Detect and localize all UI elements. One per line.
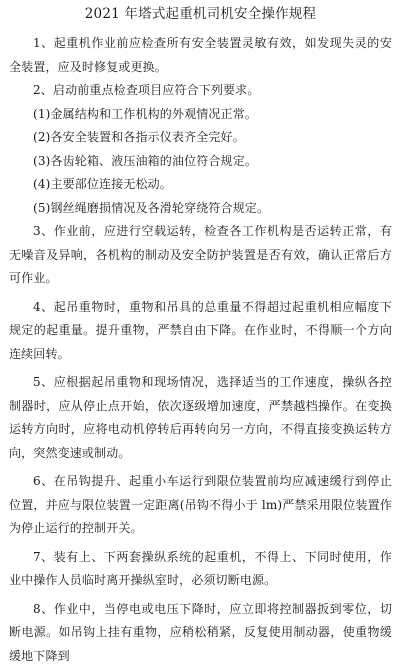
rule-paragraph-1: 1、起重机作业前应检查所有安全装置灵敏有效，如发现失灵的安全装置，应及时修复或更换。 [9,32,392,79]
rule-paragraph-3: 3、作业前，应进行空载运转，检查各工作机构是否运转正常，有无噪音及异响，各机构的制动及安全防护装置是否有效，确认正常后方可作业。 [9,220,392,291]
check-item-3: (3)各齿轮箱、液压油箱的油位符合规定。 [9,150,392,174]
rule-paragraph-7: 7、装有上、下两套操纵系统的起重机，不得上、下同时使用，作业中操作人员临时离开操纵室时，必须切断电源。 [9,546,392,593]
rule-paragraph-5: 5、应根据起吊重物和现场情况，选择适当的工作速度，操纵各控制器时，应从停止点开始，依次逐级增加速度，严禁越档操作。在变换运转方向时，应将电动机停转后再转向另一方向，不得直接变换运转方向，突然变速或制动。 [9,371,392,465]
rule-paragraph-2: 2、启动前重点检查项目应符合下列要求。 [9,79,392,103]
check-item-4: (4)主要部位连接无松动。 [9,173,392,197]
check-item-2: (2)各安全装置和各指示仪表齐全完好。 [9,126,392,150]
rule-paragraph-4: 4、起吊重物时，重物和吊具的总重量不得超过起重机相应幅度下规定的起重量。提升重物，严禁自由下降。在作业时，不得顺一个方向连续回转。 [9,296,392,367]
check-item-5: (5)钢丝绳磨损情况及各滑轮穿绕符合规定。 [9,197,392,221]
check-item-1: (1)金属结构和工作机构的外观情况正常。 [9,103,392,127]
rule-paragraph-8: 8、作业中，当停电或电压下降时，应立即将控制器扳到零位，切断电源。如吊钩上挂有重物，应稍松稍紧，反复使用制动器，使重物缓缓地下降到 [9,598,392,668]
rule-paragraph-6: 6、在吊钩提升、起重小车运行到限位装置前均应减速缓行到停止位置，并应与限位装置一定距离(吊钩不得小于 lm)严禁采用限位装置作为停止运行的控制开关。 [9,470,392,541]
document-title: 2021 年塔式起重机司机安全操作规程 [9,5,392,23]
